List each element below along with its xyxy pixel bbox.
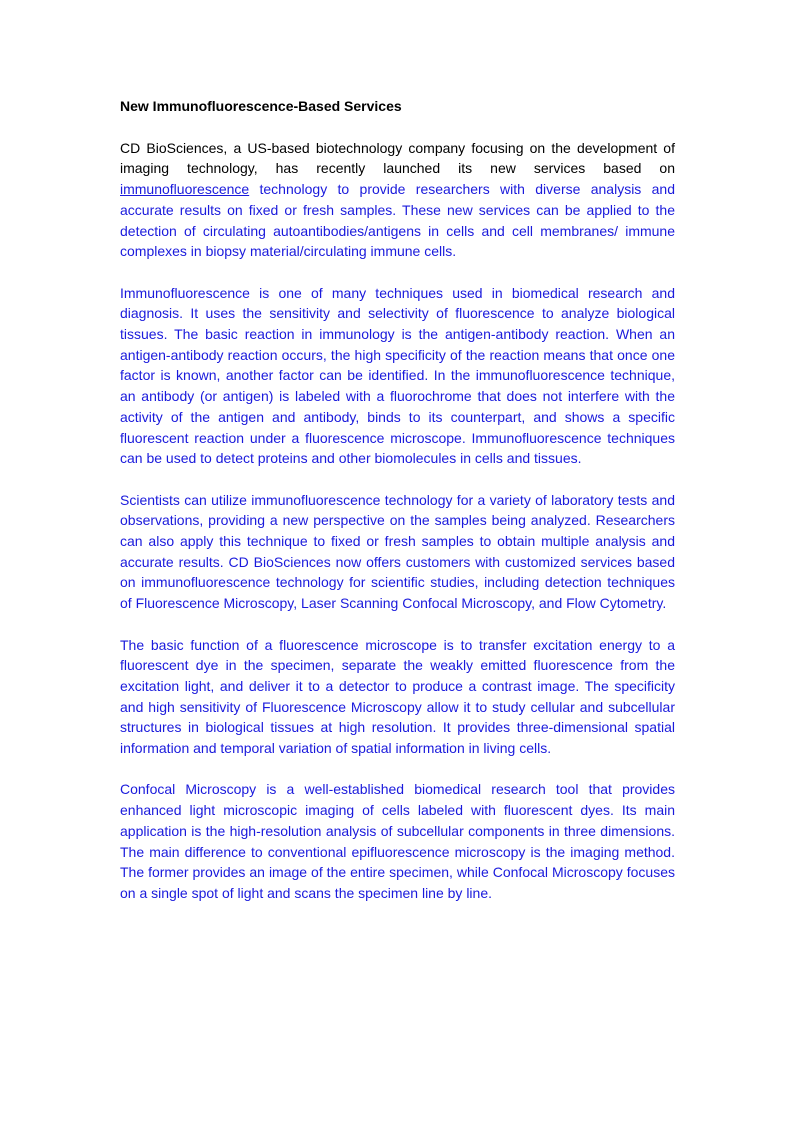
paragraph-immunofluorescence: Immunofluorescence is one of many techniques used in biomedical research and diagnosis. It uses the sensitivity and selectivity of fluorescence to analyze biological tissues. The basic reaction in immunology is the antigen-antibody reaction. When an antigen-antibody reaction occurs, the high specificity of the reaction means that once one factor is known, another factor can be identified. In the immunofluorescence technique, an antibody (or antigen) is labeled with a fluorochrome that does not interfere with the activity of the antigen and antibody, binds to its counterpart, and shows a specific fluorescent reaction under a fluorescence microscope. Immunofluorescence techniques can be used to detect proteins and other biomolecules in cells and tissues. [120, 284, 675, 467]
intro-paragraph [120, 138, 675, 262]
immunofluorescence-link[interactable]: immunofluorescence [120, 181, 250, 198]
document-title: New Immunofluorescence-Based Services [120, 98, 402, 114]
intro-rest-text: technology to provide researchers with diverse analysis and accurate results on fixed or fresh samples. These new services can be applied to the detection of circulating autoantibodies/antigens in cells and cell membranes/ immune complexes in biopsy material/circulating immune cells. [120, 181, 675, 260]
paragraph-scientists: Scientists can utilize immunofluorescence technology for a variety of laboratory tests and observations, providing a new perspective on the samples being analyzed. Researchers can also apply this technique to fixed or fresh samples to obtain multiple analysis and accurate results. CD BioSciences now offers customers with customized services based on immunofluorescence technology for scientific studies, including detection techniques of Fluorescence Microscopy, Laser Scanning Confocal Microscopy, and Flow Cytometry. [120, 491, 675, 612]
paragraph-confocal-microscopy: Confocal Microscopy is a well-established biomedical research tool that provides enhanced light microscopic imaging of cells labeled with fluorescent dyes. Its main application is the high-resolution analysis of subcellular components in three dimensions. The main difference to conventional epifluorescence microscopy is the imaging method. The former provides an image of the entire specimen, while Confocal Microscopy focuses on a single spot of light and scans the specimen line by line. [120, 781, 675, 901]
paragraph-fluorescence-microscope: The basic function of a fluorescence microscope is to transfer excitation energy to a fluorescent dye in the specimen, separate the weakly emitted fluorescence from the excitation light, and deliver it to a detector to produce a contrast image. The specificity and high sensitivity of Fluorescence Microscopy allow it to study cellular and subcellular structures in biological tissues at high resolution. It provides three-dimensional spatial information and temporal variation of spatial information in living cells. [120, 636, 675, 757]
intro-black-text: CD BioSciences, a US-based biotechnology company focusing on the development of imaging technology, has recently launched its new services based on [120, 139, 675, 177]
document-page [120, 96, 675, 924]
